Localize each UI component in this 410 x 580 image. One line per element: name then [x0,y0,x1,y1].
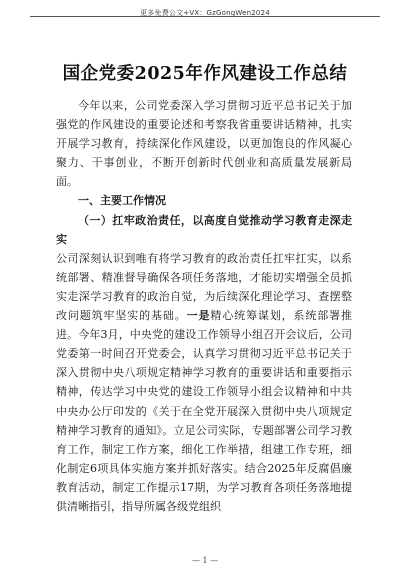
subsection-text-part2: 精心统筹谋划，系统部署推进。今年3月，中央党的建设工作领导小组召开会议后，公司党委第一时间召开党委会，认真学习贯彻习近平总书记关于深入贯彻中央八项规定精神学习教育的重要讲话和重要指示精神，传达学习中央党的建设工作领导小组会议精神和中共中央办公厅印发的《关于在全党开展深入贯彻中央八项规定精神学习教育的通知》。立足公司实际，专题部署公司学习教育工作，制定工作方案，细化工作举措，组建工作专班，细化制定6项具体实施方案并抓好落实。结合2025年反腐倡廉教育活动，制定工作提示17期，为学习教育各项任务落地提供清晰指引，指导所属各级党组织 [56,309,352,513]
document-title: 国企党委2025年作风建设工作总结 [62,64,348,84]
header-rule [30,16,380,17]
header-banner [0,0,410,16]
subsection-text-part1: 公司深刻认识到唯有将学习教育的政治责任扛牢扛实，以系统部署、精准督导确保各项任务落地，才能切实增强全员抓实走深学习教育的政治自觉，为后续深化理论学习、查摆整改问题筑牢坚实的基础。 [56,251,352,323]
subsection-paragraph [56,249,352,516]
document-body [56,96,352,516]
subsection-heading: （一）扛牢政治责任，以高度自觉推动学习教育走深走实 [56,213,352,246]
section-heading: 一、主要工作情况 [78,194,166,208]
intro-paragraph: 今年以来，公司党委深入学习贯彻习近平总书记关于加强党的作风建设的重要论述和考察我省重要讲话精神，扎实开展学习教育，持续深化作风建设，以更加饱良的作风凝心聚力、干事创业，不断开创新时代创业和高质量发展新局面。 [56,99,352,189]
page-number: — 1 — [191,556,219,565]
header-banner-text: 更多免费公文+VX：GzGongWen2024 [140,9,270,17]
subsection-bold-phrase: 一是 [186,309,211,323]
